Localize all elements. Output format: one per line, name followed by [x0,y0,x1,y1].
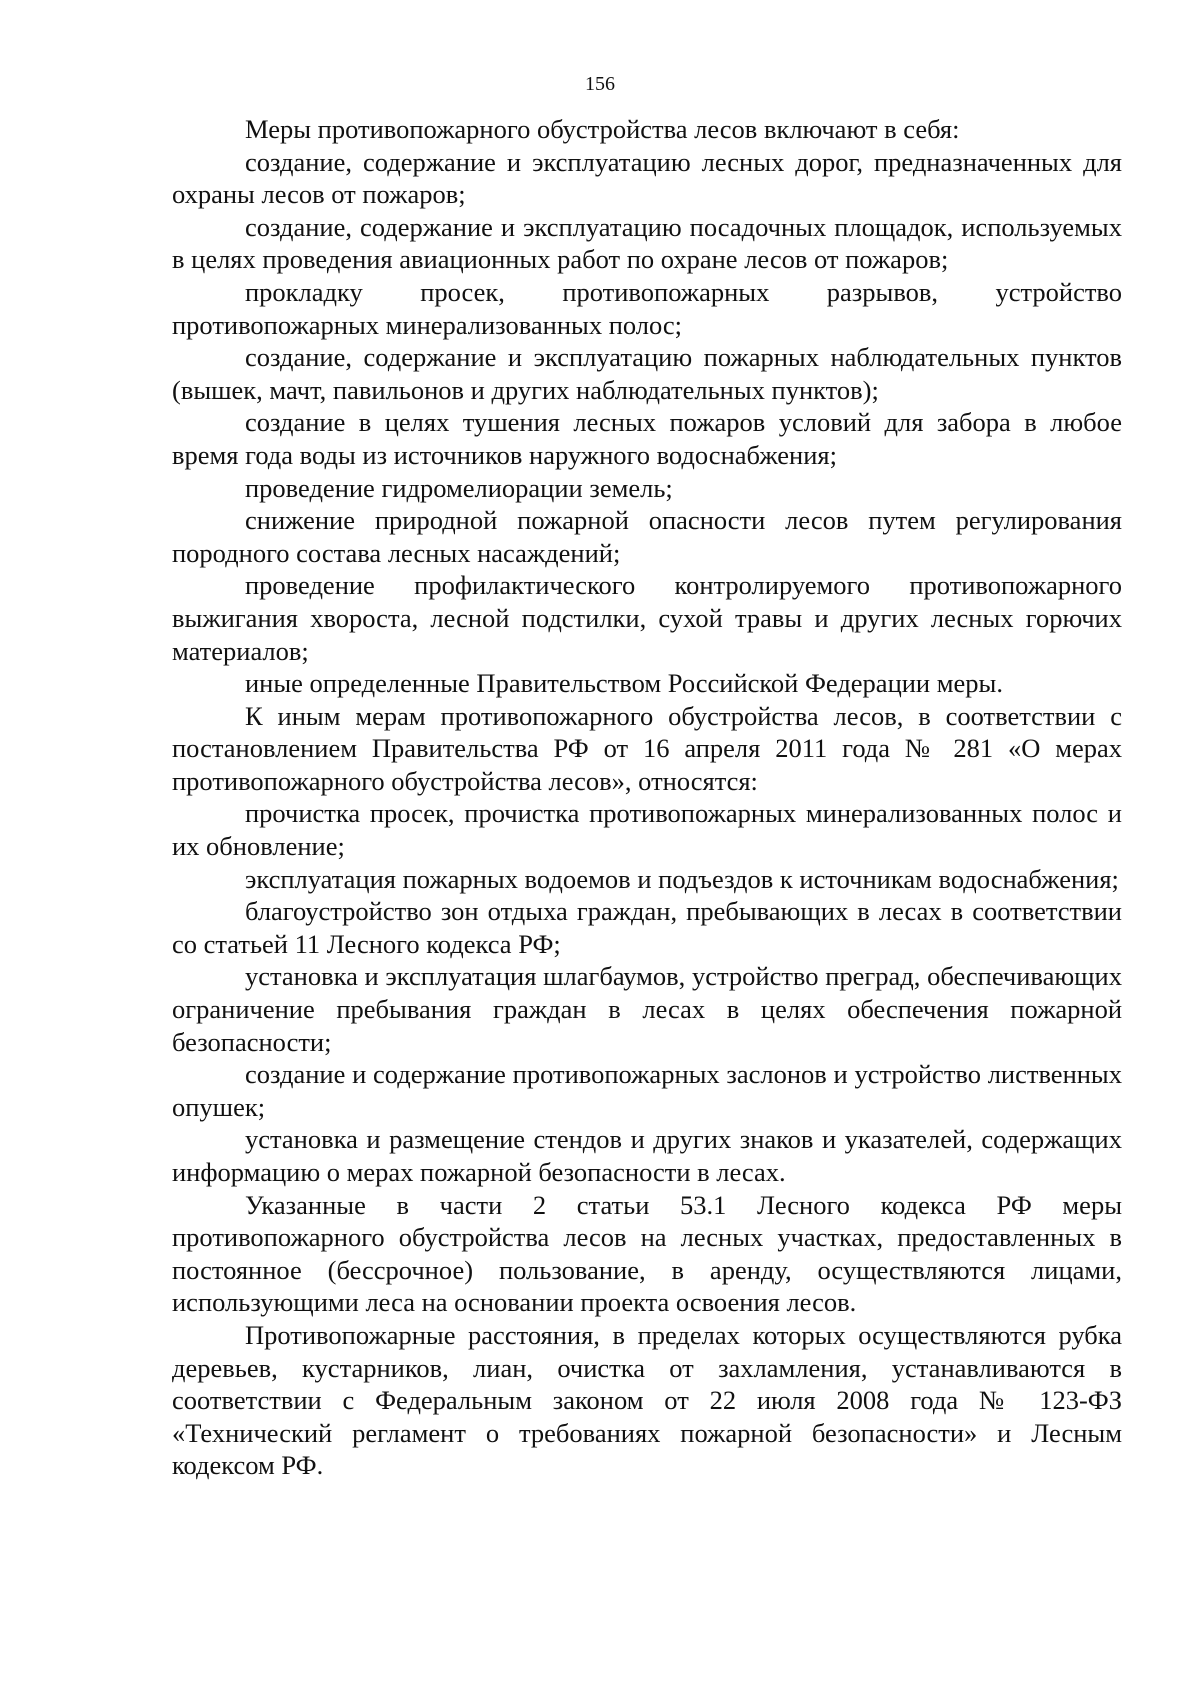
document-body [172,113,1122,1482]
paragraph: Меры противопожарного обустройства лесов включают в себя: [245,114,960,144]
paragraph: благоустройство зон отдыха граждан, пребывающих в лесах в соответствии со статьей 11 Лесного кодекса РФ; [172,896,1122,959]
paragraph: установка и размещение стендов и других знаков и указателей, содержащих информацию о мерах пожарной безопасности в лесах. [172,1124,1122,1187]
paragraph: создание, содержание и эксплуатацию пожарных наблюдательных пунктов (вышек, мачт, павильонов и других наблюдательных пунктов); [172,342,1122,405]
paragraph: создание, содержание и эксплуатацию лесных дорог, предназначенных для охраны лесов от пожаров; [172,146,1122,210]
page-number: 156 [585,73,615,95]
paragraph: проведение гидромелиорации земель; [245,472,673,503]
paragraph: К иным мерам противопожарного обустройства лесов, в соответствии с постановлением Правительства РФ от 16 апреля 2011 года № 281 «О мерах противопожарного обустройства лесов», относятся: [172,700,1122,796]
paragraph: создание, содержание и эксплуатацию посадочных площадок, используемых в целях проведения авиационных работ по охране лесов от пожаров; [172,211,1122,275]
paragraph: создание и содержание противопожарных заслонов и устройство лиственных опушек; [172,1059,1122,1122]
paragraph: создание в целях тушения лесных пожаров условий для забора в любое время года воды из источников наружного водоснабжения; [172,407,1122,470]
paragraph: прокладку просек, противопожарных разрывов, устройство противопожарных минерализованных полос; [172,276,1122,340]
paragraph: установка и эксплуатация шлагбаумов, устройство преград, обеспечивающих ограничение пребывания граждан в лесах в целях обеспечения пожарной безопасности; [172,961,1122,1057]
paragraph: прочистка просек, прочистка противопожарных минерализованных полос и их обновление; [172,798,1122,862]
paragraph: эксплуатация пожарных водоемов и подъездов к источникам водоснабжения; [245,863,1119,894]
paragraph: Противопожарные расстояния, в пределах которых осуществляются рубка деревьев, кустарников, лиан, очистка от захламления, устанавливаются в соответствии с Федеральным законом от 22 июля 2008 года № 123-ФЗ «Технический регламент о требованиях пожарной безопасности» и Лесным кодексом РФ. [172,1319,1122,1481]
paragraph: проведение профилактического контролируемого противопожарного выжигания хвороста, лесной подстилки, сухой травы и других лесных горючих материалов; [172,570,1122,666]
paragraph: Указанные в части 2 статьи 53.1 Лесного кодекса РФ меры противопожарного обустройства лесов на лесных участках, предоставленных в постоянное (бессрочное) пользование, в аренду, осуществляются лицами, использующими леса на основании проекта освоения лесов. [172,1189,1122,1318]
paragraph: снижение природной пожарной опасности лесов путем регулирования породного состава лесных насаждений; [172,505,1122,568]
paragraph: иные определенные Правительством Российской Федерации меры. [245,668,1003,699]
